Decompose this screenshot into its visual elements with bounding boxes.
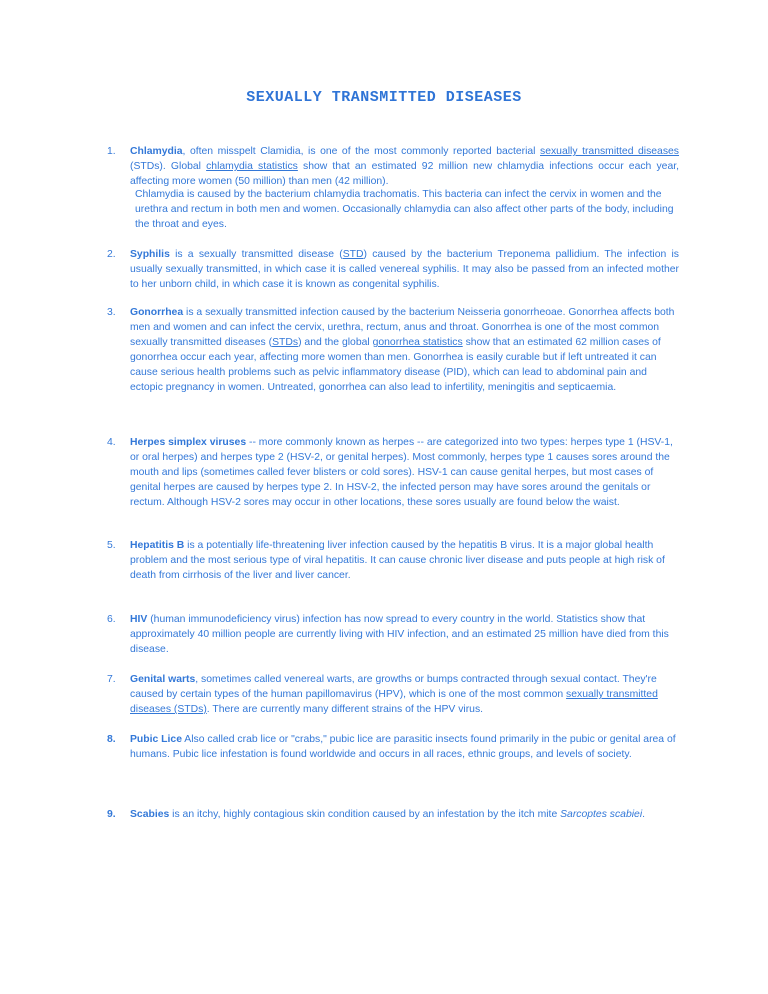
link-sexually-transmitted-diseases-stds[interactable]: sexually transmitted diseases (STDs) [130, 689, 658, 715]
item-number: 6. [107, 614, 116, 625]
item-number: 5. [107, 540, 116, 551]
link-stds[interactable]: STDs [272, 337, 299, 348]
item-term: Hepatitis B [130, 540, 185, 551]
item-term: Gonorrhea [130, 307, 184, 318]
link-gonorrhea-statistics[interactable]: gonorrhea statistics [372, 337, 463, 348]
item-number: 2. [107, 249, 116, 260]
item-subparagraph: Chlamydia is caused by the bacterium chlamydia trachomatis. This bacteria can infect the cervix in women and the urethra and rectum in both men and women. Occasionally chlamydia can also affect other parts of the body, including the throat and eyes. [135, 189, 674, 230]
item-term: Syphilis [130, 249, 170, 260]
item-text: Hepatitis B is a potentially life-threatening liver infection caused by the hepatitis B virus. It is a major global health problem and the most serious type of viral hepatitis. It can cause chronic liver disease and puts people at high risk of death from cirrhosis of the liver and liver cancer. [130, 540, 665, 581]
item-term: HIV [130, 614, 148, 625]
list-item-hiv [107, 612, 679, 657]
list-item-scabies [107, 807, 679, 822]
item-term: Pubic Lice [130, 734, 182, 745]
item-text: Gonorrhea is a sexually transmitted infection caused by the bacterium Neisseria gonorrheoae. Gonorrhea affects both men and women and can infect the cervix, urethra, rectum, anus and throat. Gonorrhea is one of the most common sexually transmitted diseases (STDs) and the global gonorrhea statistics show that an estimated 62 million cases of gonorrhea occur each year, affecting more women than men. Gonorrhea is easily curable but if left untreated it can cause serious health problems such as pelvic inflammatory disease (PID), which can lead to abdominal pain and ectopic pregnancy in women. Untreated, gonorrhea can also lead to infertility, meningitis and septicaemia. [130, 307, 675, 393]
item-text: Scabies is an itchy, highly contagious skin condition caused by an infestation by the itch mite Sarcoptes scabiei. [130, 809, 646, 820]
item-term: Herpes simplex viruses [130, 437, 247, 448]
link-sexually-transmitted-diseases[interactable]: sexually transmitted diseases [540, 146, 680, 157]
item-text: Genital warts, sometimes called venereal warts, are growths or bumps contracted through sexual contact. They're caused by certain types of the human papillomavirus (HPV), which is one of the most common sexually transmitted diseases (STDs). There are currently many different strains of the HPV virus. [130, 674, 658, 715]
scientific-name: Sarcoptes scabiei [560, 809, 643, 820]
item-text: Syphilis is a sexually transmitted disease (STD) caused by the bacterium Treponema pallidium. The infection is usually sexually transmitted, in which case it is called venereal syphilis. It may also be passed from an infected mother to her unborn child, in which case it is known as congenital syphilis. [130, 249, 679, 290]
list-item-pubic-lice [107, 732, 679, 762]
item-text: HIV (human immunodeficiency virus) infection has now spread to every country in the world. Statistics show that approximately 40 million people are currently living with HIV infection, and an estimated 25 million have died from this disease. [130, 614, 669, 655]
list-item-chlamydia [107, 144, 679, 232]
item-number: 8. [107, 734, 116, 745]
item-text: Pubic Lice Also called crab lice or "crabs," pubic lice are parasitic insects found primarily in the pubic or genital area of humans. Pubic lice infestation is found worldwide and occurs in all races, ethnic groups, and levels of society. [130, 734, 676, 760]
list-item-gonorrhea [107, 305, 679, 395]
item-number: 7. [107, 674, 116, 685]
list-item-hepatitis-b [107, 538, 679, 583]
link-std[interactable]: STD [342, 249, 364, 260]
item-text: Chlamydia, often misspelt Clamidia, is one of the most commonly reported bacterial sexually transmitted diseases (STDs). Global chlamydia statistics show that an estimated 92 million new chlamydia infections occur each year, affecting more women (50 million) than men (42 million). [130, 146, 680, 187]
link-chlamydia-statistics[interactable]: chlamydia statistics [206, 161, 298, 172]
item-term: Genital warts [130, 674, 196, 685]
list-item-genital-warts [107, 672, 679, 717]
list-item-syphilis [107, 247, 679, 292]
list-item-herpes [107, 435, 679, 510]
item-number: 9. [107, 809, 116, 820]
item-number: 3. [107, 307, 116, 318]
item-term: Chlamydia [130, 146, 183, 157]
item-text: Herpes simplex viruses -- more commonly known as herpes -- are categorized into two types: herpes type 1 (HSV-1, or oral herpes) and herpes type 2 (HSV-2, or genital herpes). Most commonly, herpes type 1 causes sores around the mouth and lips (sometimes called fever blisters or cold sores). HSV-1 can cause genital herpes, but most cases of genital herpes are caused by herpes type 2. In HSV-2, the infected person may have sores around the genitals or rectum. Although HSV-2 sores may occur in other locations, these sores usually are found below the waist. [130, 437, 673, 508]
item-number: 1. [107, 146, 116, 157]
page-title: SEXUALLY TRANSMITTED DISEASES [246, 89, 522, 106]
item-term: Scabies [130, 809, 170, 820]
item-number: 4. [107, 437, 116, 448]
